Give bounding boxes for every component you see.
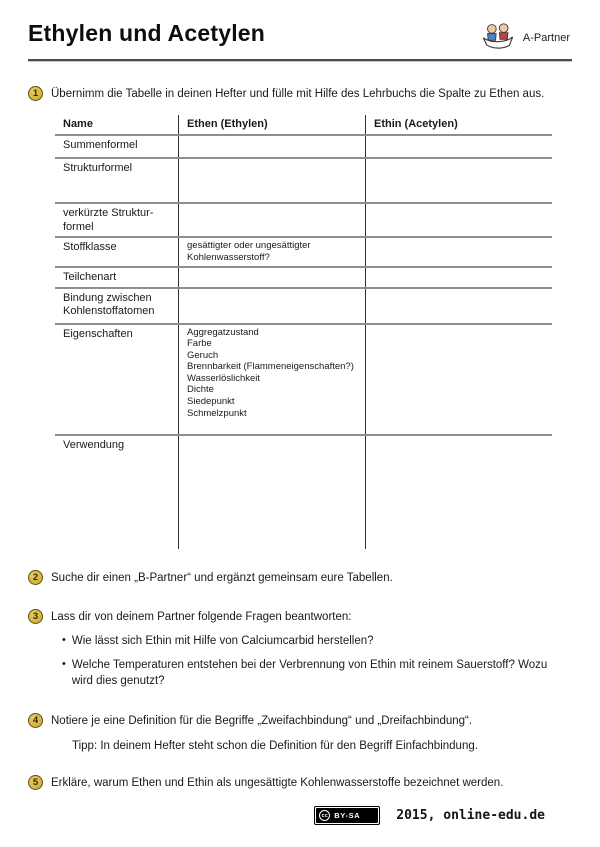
page-title: Ethylen und Acetylen (28, 20, 266, 46)
property-item: Siedepunkt (187, 395, 235, 407)
col-header-ethen: Ethen (Ethylen) (178, 115, 365, 134)
table-row (55, 268, 552, 289)
ethin-cell (365, 238, 552, 265)
row-label: Summenformel (63, 138, 138, 151)
row-label: Eigenschaften (63, 327, 133, 340)
partner-tag (481, 22, 570, 54)
task-number-badge: 5 (28, 775, 43, 790)
table-row (55, 204, 552, 239)
cc-icon: cc (319, 810, 330, 821)
partner-work-icon (481, 22, 515, 54)
table-row (55, 289, 552, 325)
footer (0, 806, 600, 825)
task-1-text: Übernimm die Tabelle in deinen Hefter und fülle mit Hilfe des Lehrbuchs die Spalte zu Ethen aus. (51, 88, 545, 100)
property-item: Schmelzpunkt (187, 407, 247, 419)
ethin-cell (365, 136, 552, 157)
table-row (55, 325, 552, 436)
table-row (55, 159, 552, 204)
property-item: Brennbarkeit (Flammeneigenschaften?) (187, 361, 354, 373)
credit-text: 2015, online-edu.de (396, 808, 545, 823)
task-number-badge: 2 (28, 570, 43, 585)
ethin-cell (365, 436, 552, 549)
row-label: Verwendung (63, 438, 125, 451)
property-item: Aggregatzustand (187, 326, 259, 338)
question-text: Welche Temperaturen entstehen bei der Verbrennung von Ethin mit reinem Sauerstoff? Wozu wird dies genutzt? (71, 659, 548, 687)
row-label: verkürzte Struktur-formel (63, 206, 154, 233)
license-label: BY-SA (334, 811, 361, 820)
title-divider (28, 59, 572, 61)
question-item (62, 658, 567, 689)
partner-label: A-Partner (522, 32, 570, 44)
ethen-cell (178, 136, 365, 157)
ethen-cell (178, 268, 365, 287)
property-item: Farbe (187, 338, 212, 350)
ethen-cell (178, 159, 365, 202)
task-5-text: Erkläre, warum Ethen und Ethin als ungesättigte Kohlenwasserstoffe bezeichnet werden. (51, 777, 504, 790)
task-4 (28, 713, 572, 754)
property-item: Wasserlöslichkeit (187, 372, 261, 384)
ethin-cell (365, 289, 552, 323)
ethin-cell (365, 325, 552, 434)
row-label: Strukturformel (63, 161, 133, 174)
col-header-ethin: Ethin (Acetylen) (365, 115, 552, 134)
ethen-cell-note: gesättigter oder ungesättigter Kohlenwasserstoff? (178, 238, 365, 265)
table-row (55, 136, 552, 159)
ethen-cell (178, 204, 365, 237)
property-item: Geruch (187, 349, 219, 361)
table-header-row (55, 115, 552, 136)
task-3 (28, 609, 572, 699)
task-1 (28, 86, 572, 102)
task-number-badge: 1 (28, 86, 43, 101)
row-label: Teilchenart (63, 270, 117, 283)
table-row (55, 436, 552, 549)
header (28, 20, 572, 54)
question-text: Wie lässt sich Ethin mit Hilfe von Calciumcarbid herstellen? (71, 634, 374, 647)
task-3-text: Lass dir von deinem Partner folgende Fragen beantworten: (51, 610, 352, 623)
property-item: Dichte (187, 384, 214, 396)
table-row (55, 238, 552, 267)
ethen-cell (178, 289, 365, 323)
row-label: Bindung zwischen Kohlenstoffatomen (63, 291, 155, 318)
task-2 (28, 570, 572, 586)
question-item (62, 634, 567, 650)
ethin-cell (365, 159, 552, 202)
ethin-cell (365, 268, 552, 287)
ethen-cell-properties (178, 325, 365, 434)
task-4-tip: Tipp: In deinem Hefter steht schon die Definition für den Begriff Einfachbindung. (72, 740, 478, 753)
bullet-icon: • (62, 633, 66, 646)
comparison-table (55, 115, 552, 548)
task-number-badge: 4 (28, 713, 43, 728)
task-2-text: Suche dir einen „B-Partner“ und ergänzt gemeinsam eure Tabellen. (51, 571, 393, 584)
task-4-text: Notiere je eine Definition für die Begriffe „Zweifachbindung“ und „Dreifachbindung“. (51, 715, 473, 728)
bullet-icon: • (62, 658, 66, 671)
task-5 (28, 775, 572, 791)
task-3-questions (62, 634, 567, 690)
col-header-name: Name (63, 118, 93, 131)
ethin-cell (365, 204, 552, 237)
task-number-badge: 3 (28, 609, 43, 624)
ethen-cell (178, 436, 365, 549)
cc-by-sa-license-badge (314, 806, 380, 825)
row-label: Stoffklasse (63, 241, 117, 254)
